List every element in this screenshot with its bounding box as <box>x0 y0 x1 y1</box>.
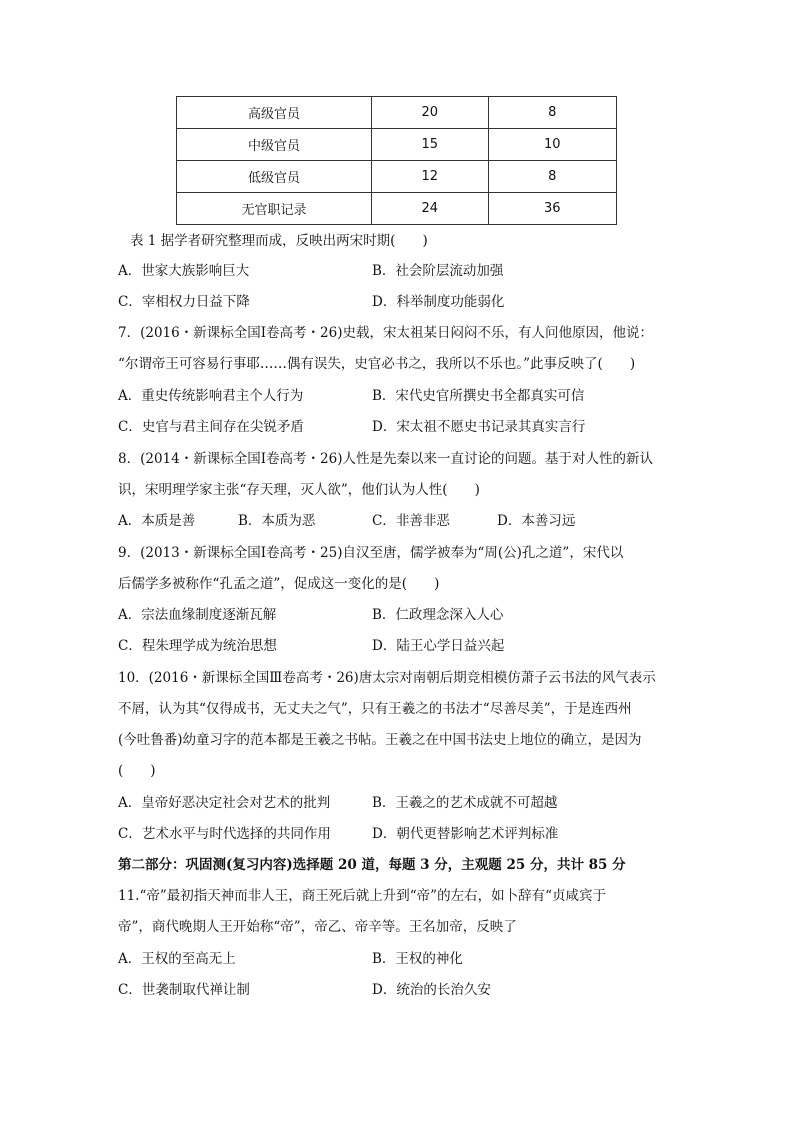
table-cell: 20 <box>372 97 488 129</box>
question-6-option-d: D．科举制度功能弱化 <box>372 294 505 310</box>
table-cell: 15 <box>372 129 488 161</box>
table-row <box>177 129 617 161</box>
question-10-stem-line2: 不屑，认为其“仅得成书，无丈夫之气”，只有王羲之的书法才“尽善尽美”，于是连西州 <box>118 701 632 717</box>
question-7-option-c: C．史官与君主间存在尖锐矛盾 <box>118 419 304 435</box>
question-11-option-d: D．统治的长治久安 <box>372 982 491 998</box>
question-10-option-c: C．艺术水平与时代选择的共同作用 <box>118 826 331 842</box>
question-10-stem-line4: ( ) <box>118 763 156 779</box>
question-10-option-a: A．皇帝好恶决定社会对艺术的批判 <box>118 795 331 811</box>
question-10-stem-line1: 10．(2016・新课标全国Ⅲ卷高考・26)唐太宗对南朝后期竞相模仿萧子云书法的风气表示 <box>118 670 656 686</box>
question-6-option-a: A．世家大族影响巨大 <box>118 263 250 279</box>
question-9-option-d: D．陆王心学日益兴起 <box>372 638 505 654</box>
table-cell: 10 <box>488 129 616 161</box>
question-10-option-d: D．朝代更替影响艺术评判标准 <box>372 826 559 842</box>
question-8-option-d: D．本善习远 <box>497 513 576 529</box>
question-9-stem-line1: 9．(2013・新课标全国Ⅰ卷高考・25)自汉至唐，儒学被奉为“周(公)孔之道”，宋代以 <box>118 545 624 561</box>
question-11-stem-line1: 11.“帝”最初指天神而非人王，商王死后就上升到“帝”的左右，如卜辞有“贞咸宾于 <box>118 888 606 904</box>
table-cell: 无官职记录 <box>177 193 372 225</box>
question-9-option-c: C．程朱理学成为统治思想 <box>118 638 277 654</box>
question-8-option-b: B．本质为恶 <box>238 513 316 529</box>
question-9-stem-line2: 后儒学多被称作“孔孟之道”，促成这一变化的是( ) <box>118 576 440 592</box>
table-row <box>177 193 617 225</box>
table-cell: 12 <box>372 161 488 193</box>
table-cell: 低级官员 <box>177 161 372 193</box>
question-7-stem-line1: 7．(2016・新课标全国Ⅰ卷高考・26)史载，宋太祖某日闷闷不乐，有人问他原因，他说： <box>118 325 653 341</box>
question-8-option-c: C．非善非恶 <box>372 513 450 529</box>
table-row <box>177 161 617 193</box>
table-cell: 8 <box>488 97 616 129</box>
question-6-option-b: B．社会阶层流动加强 <box>372 263 504 279</box>
question-8-stem-line2: 识，宋明理学家主张“存天理，灭人欲”，他们认为人性( ) <box>118 482 480 498</box>
officials-table <box>176 96 617 225</box>
section-2-heading: 第二部分：巩固测(复习内容)选择题 20 道，每题 3 分，主观题 25 分，共计 85 分 <box>118 857 626 873</box>
table-cell: 中级官员 <box>177 129 372 161</box>
question-11-option-c: C．世袭制取代禅让制 <box>118 982 250 998</box>
question-7-option-b: B．宋代史官所撰史书全都真实可信 <box>372 388 585 404</box>
question-7-option-a: A．重史传统影响君主个人行为 <box>118 388 304 404</box>
question-6-option-c: C．宰相权力日益下降 <box>118 294 250 310</box>
question-11-option-b: B．王权的神化 <box>372 951 463 967</box>
question-11-stem-line2: 帝”，商代晚期人王开始称“帝”，帝乙、帝辛等。王名加帝，反映了 <box>118 919 517 935</box>
table-cell: 8 <box>488 161 616 193</box>
question-11-option-a: A．王权的至高无上 <box>118 951 236 967</box>
question-7-option-d: D．宋太祖不愿史书记录其真实言行 <box>372 419 586 435</box>
question-9-option-b: B．仁政理念深入人心 <box>372 607 504 623</box>
question-10-stem-line3: (今吐鲁番)幼童习字的范本都是王羲之书帖。王羲之在中国书法史上地位的确立，是因为 <box>118 732 642 748</box>
table-cell: 36 <box>488 193 616 225</box>
question-7-stem-line2: “尔谓帝王可容易行事耶……偶有误失，史官必书之，我所以不乐也。”此事反映了( ) <box>118 356 636 372</box>
question-8-stem-line1: 8．(2014・新课标全国Ⅰ卷高考・26)人性是先秦以来一直讨论的问题。基于对人性的新认 <box>118 451 653 467</box>
table-cell: 高级官员 <box>177 97 372 129</box>
question-9-option-a: A．宗法血缘制度逐渐瓦解 <box>118 607 277 623</box>
question-10-option-b: B．王羲之的艺术成就不可超越 <box>372 795 558 811</box>
question-6-stem: 表 1 据学者研究整理而成，反映出两宋时期( ) <box>130 233 428 249</box>
question-8-option-a: A．本质是善 <box>118 513 196 529</box>
table-row <box>177 97 617 129</box>
table-cell: 24 <box>372 193 488 225</box>
